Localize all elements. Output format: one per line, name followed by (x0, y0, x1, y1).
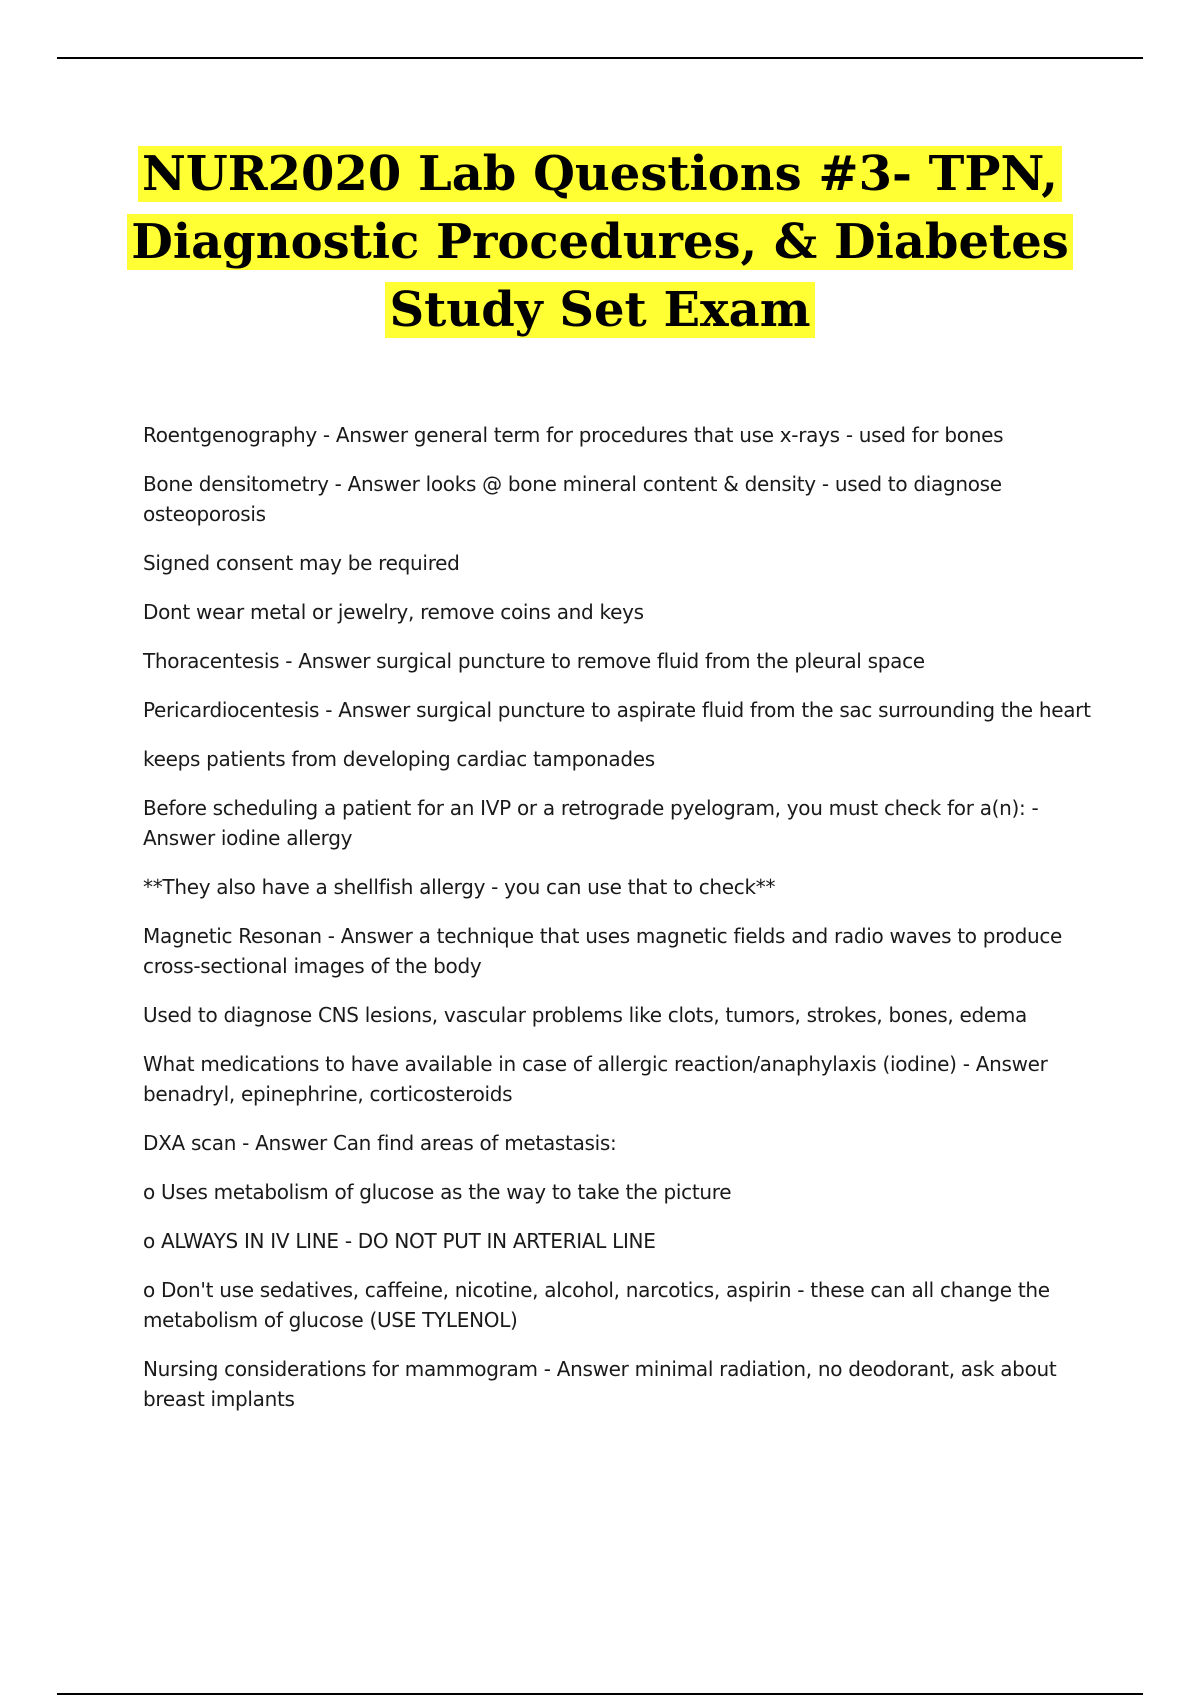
entry-pericardiocentesis: Pericardiocentesis - Answer surgical puncture to aspirate fluid from the sac surrounding the heart (143, 698, 1091, 722)
entry-no-sedatives: o Don't use sedatives, caffeine, nicotine, alcohol, narcotics, aspirin - these can all change the metabolism of glucose (USE TYLENOL) (143, 1278, 1050, 1332)
entry-iodine-allergy: Before scheduling a patient for an IVP or a retrograde pyelogram, you must check for a(n): - Answer iodine allergy (143, 796, 1039, 850)
title-line-2: Diagnostic Procedures, & Diabetes (127, 214, 1073, 270)
entry-no-metal: Dont wear metal or jewelry, remove coins and keys (143, 600, 644, 624)
entry-thoracentesis: Thoracentesis - Answer surgical puncture to remove fluid from the pleural space (143, 649, 925, 673)
entry-cns-lesions: Used to diagnose CNS lesions, vascular problems like clots, tumors, strokes, bones, edema (143, 1003, 1028, 1027)
entry-signed-consent: Signed consent may be required (143, 551, 460, 575)
entry-mammogram: Nursing considerations for mammogram - Answer minimal radiation, no deodorant, ask about breast implants (143, 1357, 1057, 1411)
entry-magnetic-resonance: Magnetic Resonan - Answer a technique that uses magnetic fields and radio waves to produce cross-sectional images of the body (143, 924, 1063, 978)
title-line-3: Study Set Exam (385, 282, 814, 338)
title-line-1: NUR2020 Lab Questions #3- TPN, (138, 146, 1062, 202)
bottom-rule (57, 1693, 1143, 1695)
entry-cardiac-tamponades: keeps patients from developing cardiac tamponades (143, 747, 655, 771)
entry-dxa-scan: DXA scan - Answer Can find areas of metastasis: (143, 1131, 617, 1155)
entry-bone-densitometry: Bone densitometry - Answer looks @ bone mineral content & density - used to diagnose osteoporosis (143, 472, 1002, 526)
entry-iv-line: o ALWAYS IN IV LINE - DO NOT PUT IN ARTERIAL LINE (143, 1229, 656, 1253)
document-title (0, 140, 1200, 344)
entry-shellfish-allergy: **They also have a shellfish allergy - you can use that to check** (143, 875, 776, 899)
top-rule (57, 57, 1143, 59)
study-entries (143, 420, 1103, 1433)
entry-roentgenography: Roentgenography - Answer general term for procedures that use x-rays - used for bones (143, 423, 1004, 447)
entry-glucose-metabolism: o Uses metabolism of glucose as the way to take the picture (143, 1180, 732, 1204)
entry-anaphylaxis-medications: What medications to have available in case of allergic reaction/anaphylaxis (iodine) - Answer benadryl, epinephrine, corticosteroids (143, 1052, 1048, 1106)
